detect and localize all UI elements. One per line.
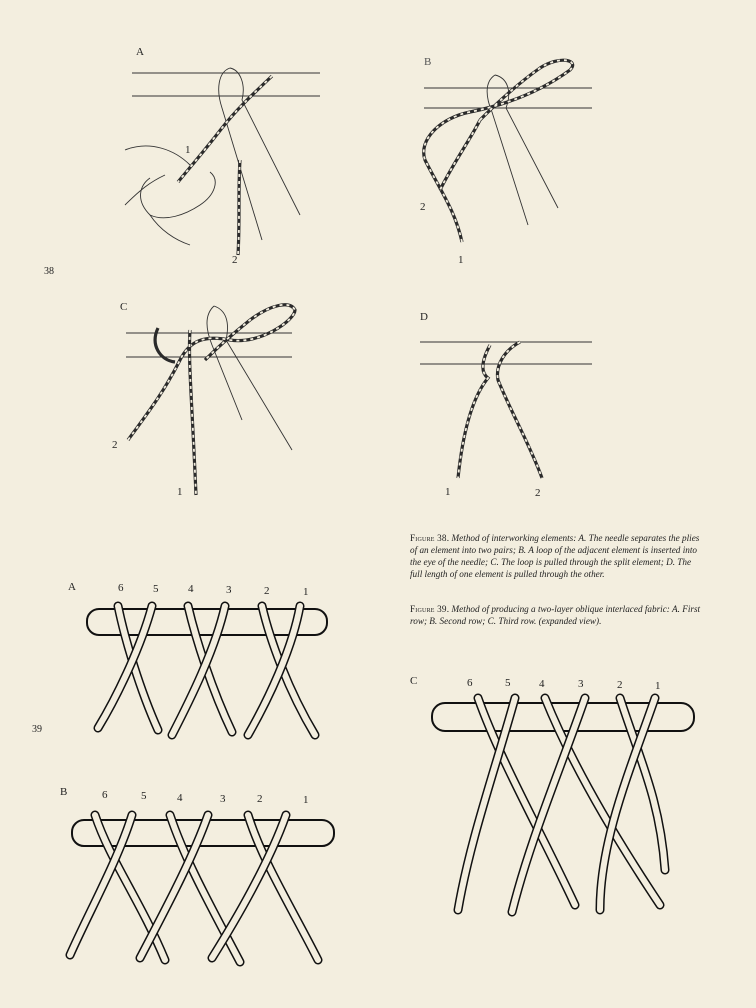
fig39-panel-a-letter: A (68, 581, 76, 593)
figure-38-caption-text: Method of interworking elements: A. The needle separates the plies of an element into two pairs; B. A loop of the adjacent element is inserted into the eye of the needle; C. The loop is pulled through the split element; D. The full length of one element is pulled through the other. (410, 533, 700, 579)
fig38-panel-b-element-2: 2 (420, 201, 426, 213)
fig38-panel-a-element-1: 1 (185, 144, 191, 156)
fig39-panel-c-letter: C (410, 675, 418, 687)
fig38-panel-c-element-2: 2 (112, 439, 118, 451)
fig38-panel-a-letter: A (136, 46, 144, 58)
figure-39-caption-text: Method of producing a two-layer oblique interlaced fabric: A. First row; B. Second row; C. Third row. (expanded view). (410, 604, 701, 626)
fig38-panel-d-element-2: 2 (535, 487, 541, 499)
fig38-panel-a-element-2: 2 (232, 254, 238, 266)
figure-38-number: 38 (44, 266, 54, 277)
fig39-panel-c-col-2: 2 (617, 679, 623, 691)
fig39-panel-c-col-6: 6 (467, 677, 473, 689)
fig39-panel-a-col-6: 6 (118, 582, 124, 594)
fig39-panel-b-letter: B (60, 786, 68, 798)
fig38-panel-d-letter: D (420, 311, 428, 323)
fig39-panel-c-drawing (432, 698, 694, 912)
fig39-panel-a-col-5: 5 (153, 583, 159, 595)
figure-38-caption (410, 532, 702, 580)
fig39-panel-b-col-1: 1 (303, 794, 309, 806)
fig39-panel-b-col-5: 5 (141, 790, 147, 802)
fig38-panel-d-element-1: 1 (445, 486, 451, 498)
figure-39-caption (410, 603, 702, 627)
fig39-panel-b-col-4: 4 (177, 792, 183, 804)
fig38-panel-d-drawing (420, 342, 592, 478)
fig39-panel-c-col-3: 3 (578, 678, 584, 690)
figure-39-number: 39 (32, 724, 42, 735)
fig39-panel-a-col-4: 4 (188, 583, 194, 595)
fig39-panel-c-col-5: 5 (505, 677, 511, 689)
fig39-panel-a-col-1: 1 (303, 586, 309, 598)
fig39-panel-a-col-3: 3 (226, 584, 232, 596)
fig38-panel-c-element-1: 1 (177, 486, 183, 498)
fig38-panel-a-drawing (125, 68, 320, 255)
fig39-panel-c-col-1: 1 (655, 680, 661, 692)
fig39-panel-b-col-6: 6 (102, 789, 108, 801)
fig39-panel-a-drawing (87, 606, 327, 735)
fig38-panel-c-drawing (126, 305, 295, 495)
fig38-panel-b-element-1: 1 (458, 254, 464, 266)
fig38-panel-b-drawing (424, 60, 592, 242)
figure-39-caption-head: Figure 39. (410, 604, 450, 614)
figure-38-caption-head: Figure 38. (410, 533, 450, 543)
fig38-panel-b-letter: B (424, 56, 432, 68)
fig38-panel-c-letter: C (120, 301, 128, 313)
fig39-panel-b-drawing (70, 815, 334, 962)
fig39-panel-c-col-4: 4 (539, 678, 545, 690)
fig39-panel-b-col-2: 2 (257, 793, 263, 805)
fig39-panel-b-col-3: 3 (220, 793, 226, 805)
fig39-panel-a-col-2: 2 (264, 585, 270, 597)
